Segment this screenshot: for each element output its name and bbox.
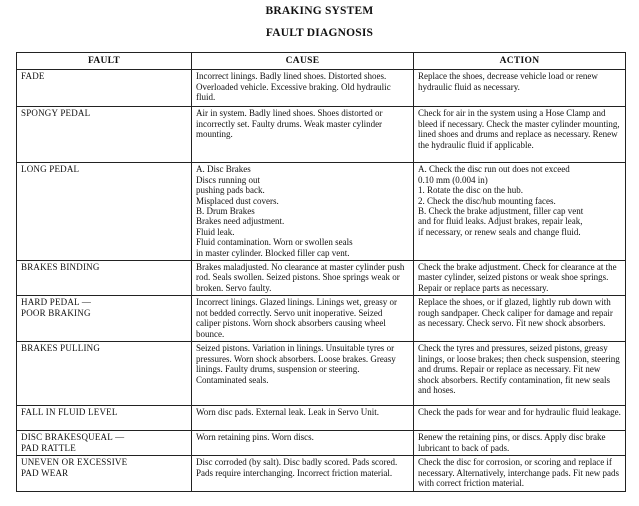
table-row [17, 406, 626, 431]
action-cell: Replace the shoes, decrease vehicle load or renew hydraulic fluid as necessary. [414, 70, 626, 107]
cause-cell: Disc corroded (by salt). Disc badly scored. Pads scored. Pads require interchanging. Incorrect friction material. [192, 456, 414, 491]
fault-cell: BRAKES BINDING [17, 261, 192, 296]
cause-cell: Air in system. Badly lined shoes. Shoes distorted or incorrectly set. Faulty drums. Weak master cylinder mounting. [192, 107, 414, 163]
action-column-header: ACTION [414, 53, 626, 70]
action-cell: Replace the shoes, or if glazed, lightly rub down with rough sandpaper. Check caliper for damage and repair as necessary. Check servo. Fit new shock absorbers. [414, 296, 626, 342]
document-title: BRAKING SYSTEM [265, 5, 374, 17]
cause-cell: Worn disc pads. External leak. Leak in Servo Unit. [192, 406, 414, 431]
cause-column-header: CAUSE [192, 53, 414, 70]
action-cell: A. Check the disc run out does not exceed 0.10 mm (0.004 in) 1. Rotate the disc on the hub. 2. Check the disc/hub mounting faces. B. Check the brake adjustment, filler cap vent and for fluid leaks. Adjust brakes, repair leak, if necessary, or renew seals and change fluid. [414, 163, 626, 261]
fault-column-header: FAULT [17, 53, 192, 70]
fault-cell: DISC BRAKESQUEAL — PAD RATTLE [17, 431, 192, 456]
action-cell: Check the brake adjustment. Check for clearance at the master cylinder, seized pistons or weak shoe springs. Repair or replace parts as necessary. [414, 261, 626, 296]
fault-cell: FADE [17, 70, 192, 107]
action-cell: Check the tyres and pressures, seized pistons, greasy linings, or loose brakes; then check suspension, steering and drums. Repair or replace as necessary. Fit new shock absorbers. Rectify contamination, fit new seals and hoses. [414, 342, 626, 406]
action-cell: Check the disc for corrosion, or scoring and replace if necessary. Alternatively, interchange pads. Fit new pads with correct friction material. [414, 456, 626, 491]
action-cell: Check for air in the system using a Hose Clamp and bleed if necessary. Check the master cylinder mounting, lined shoes and drums and replace as necessary. Renew the hydraulic fluid if applicable. [414, 107, 626, 163]
document-subtitle: FAULT DIAGNOSIS [265, 27, 374, 39]
cause-cell: Incorrect linings. Glazed linings. Linings wet, greasy or not bedded correctly. Servo unit inoperative. Seized caliper pistons. Worn shock absorbers causing wheel bounce. [192, 296, 414, 342]
cause-cell: Worn retaining pins. Worn discs. [192, 431, 414, 456]
table-row [17, 163, 626, 261]
action-cell: Renew the retaining pins, or discs. Apply disc brake lubricant to back of pads. [414, 431, 626, 456]
fault-cell: SPONGY PEDAL [17, 107, 192, 163]
fault-cell: BRAKES PULLING [17, 342, 192, 406]
table-header-row [17, 53, 626, 70]
table-row [17, 431, 626, 456]
table-row [17, 296, 626, 342]
cause-cell: A. Disc Brakes Discs running out pushing pads back. Misplaced dust covers. B. Drum Brakes Brakes need adjustment. Fluid leak. Fluid contamination. Worn or swollen seals in master cylinder. Blocked filler cap vent. [192, 163, 414, 261]
cause-cell: Incorrect linings. Badly lined shoes. Distorted shoes. Overloaded vehicle. Excessive braking. Old hydraulic fluid. [192, 70, 414, 107]
cause-cell: Seized pistons. Variation in linings. Unsuitable tyres or pressures. Worn shock absorbers. Loose brakes. Greasy linings. Faulty drums, suspension or steering. Contaminated seals. [192, 342, 414, 406]
table-row [17, 456, 626, 491]
action-cell: Check the pads for wear and for hydraulic fluid leakage. [414, 406, 626, 431]
fault-cell: HARD PEDAL — POOR BRAKING [17, 296, 192, 342]
table-row [17, 107, 626, 163]
fault-diagnosis-table [16, 52, 626, 492]
table-row [17, 70, 626, 107]
fault-cell: FALL IN FLUID LEVEL [17, 406, 192, 431]
table-row [17, 342, 626, 406]
cause-cell: Brakes maladjusted. No clearance at master cylinder push rod. Seals swollen. Seized pistons. Shoe springs weak or broken. Servo faulty. [192, 261, 414, 296]
fault-cell: UNEVEN OR EXCESSIVE PAD WEAR [17, 456, 192, 491]
table-row [17, 261, 626, 296]
fault-cell: LONG PEDAL [17, 163, 192, 261]
